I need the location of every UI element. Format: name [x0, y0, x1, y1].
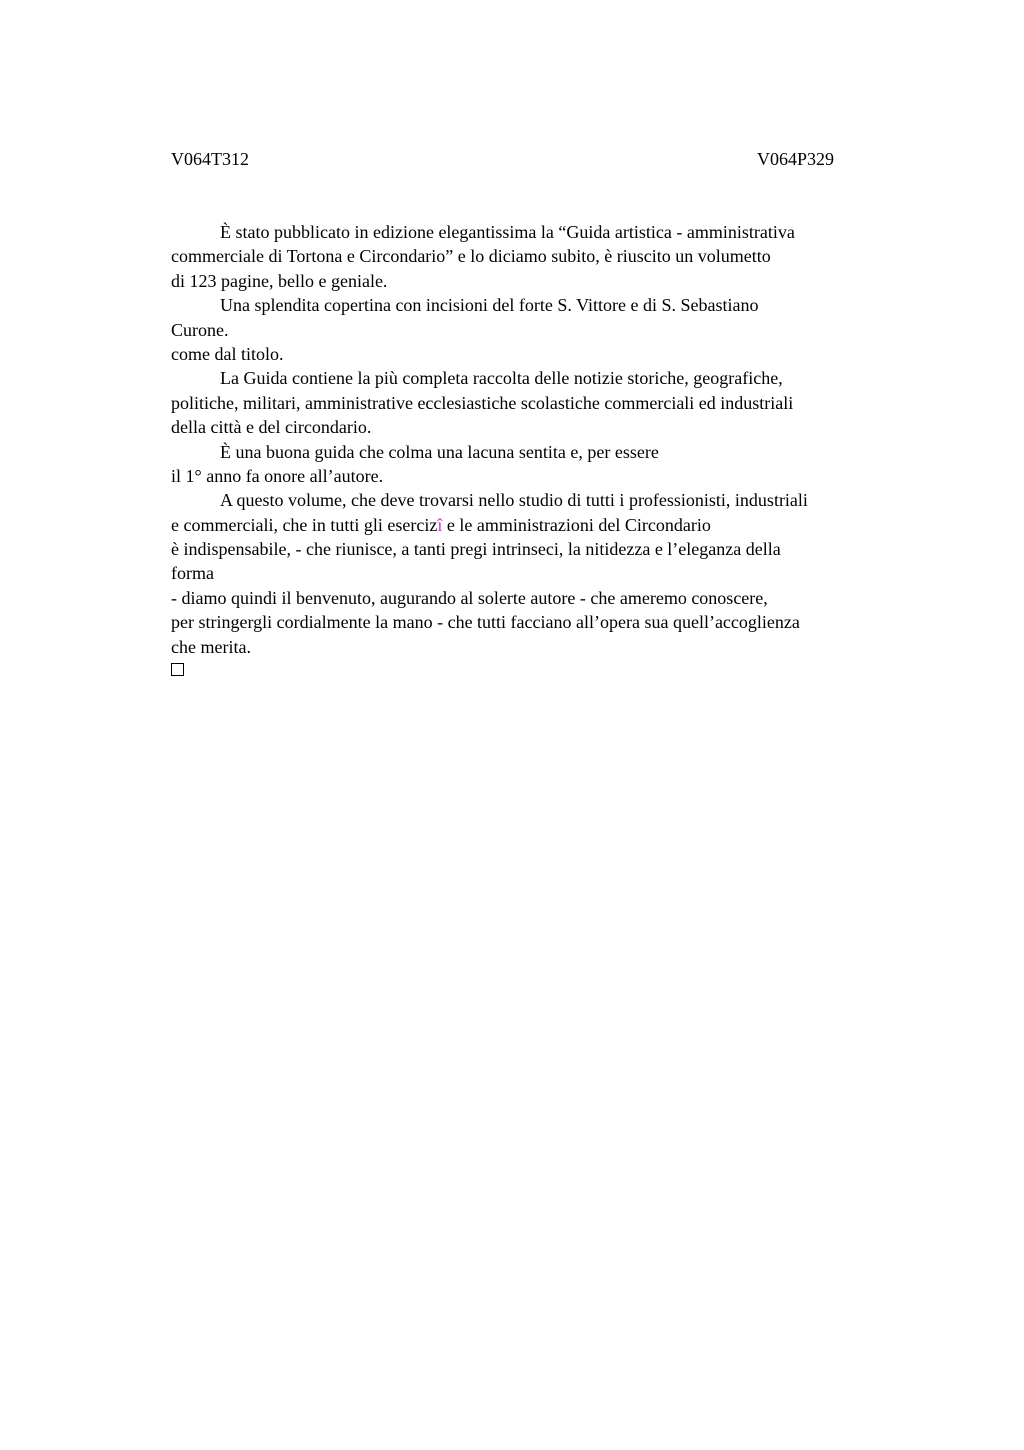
paragraph-5-line-2-end: e le amministrazioni del Circondario — [442, 514, 711, 535]
paragraph-5-line-1: A questo volume, che deve trovarsi nello studio di tutti i professionisti, industriali — [220, 490, 808, 511]
accented-character: î — [437, 514, 443, 535]
paragraph-4-line-2: il 1° anno fa onore all’autore. — [171, 465, 384, 486]
paragraph-3-line-3: della città e del circondario. — [171, 417, 372, 438]
paragraph-2-line-2: Curone. — [171, 319, 229, 340]
paragraph-5-line-5: - diamo quindi il benvenuto, augurando al solerte autore - che ameremo conoscere, — [171, 587, 768, 608]
paragraph-5-line-2 — [171, 513, 931, 537]
paragraph-4-line-1: È una buona guida che colma una lacuna sentita e, per essere — [220, 441, 659, 462]
document-code-left: V064T312 — [171, 149, 249, 169]
paragraph-2-line-1: Una splendita copertina con incisioni del forte S. Vittore e di S. Sebastiano — [220, 295, 759, 316]
paragraph-3-line-2: politiche, militari, amministrative ecclesiastiche scolastiche commerciali ed industriali — [171, 392, 794, 413]
paragraph-5-line-3: è indispensabile, - che riunisce, a tanti pregi intrinseci, la nitidezza e l’eleganza della — [171, 539, 781, 560]
article-body — [171, 220, 931, 676]
paragraph-5-line-2-start: e commerciali, che in tutti gli eserciz — [171, 514, 438, 535]
paragraph-3-line-1: La Guida contiene la più completa raccolta delle notizie storiche, geografiche, — [220, 368, 783, 389]
paragraph-2-line-3: come dal titolo. — [171, 343, 284, 364]
paragraph-5-line-4: forma — [171, 563, 214, 584]
paragraph-1-line-3: di 123 pagine, bello e geniale. — [171, 270, 388, 291]
paragraph-5-line-7: che merita. — [171, 636, 251, 657]
paragraph-5-line-6: per stringergli cordialmente la mano - che tutti facciano all’opera sua quell’accoglienza — [171, 612, 800, 633]
paragraph-1-line-1: È stato pubblicato in edizione elegantissima la “Guida artistica - amministrativa — [220, 222, 795, 242]
paragraph-1-line-2: commerciale di Tortona e Circondario” e lo diciamo subito, è riuscito un volumetto — [171, 246, 771, 267]
end-of-text-box-icon — [171, 663, 184, 676]
document-code-right: V064P329 — [757, 149, 835, 169]
